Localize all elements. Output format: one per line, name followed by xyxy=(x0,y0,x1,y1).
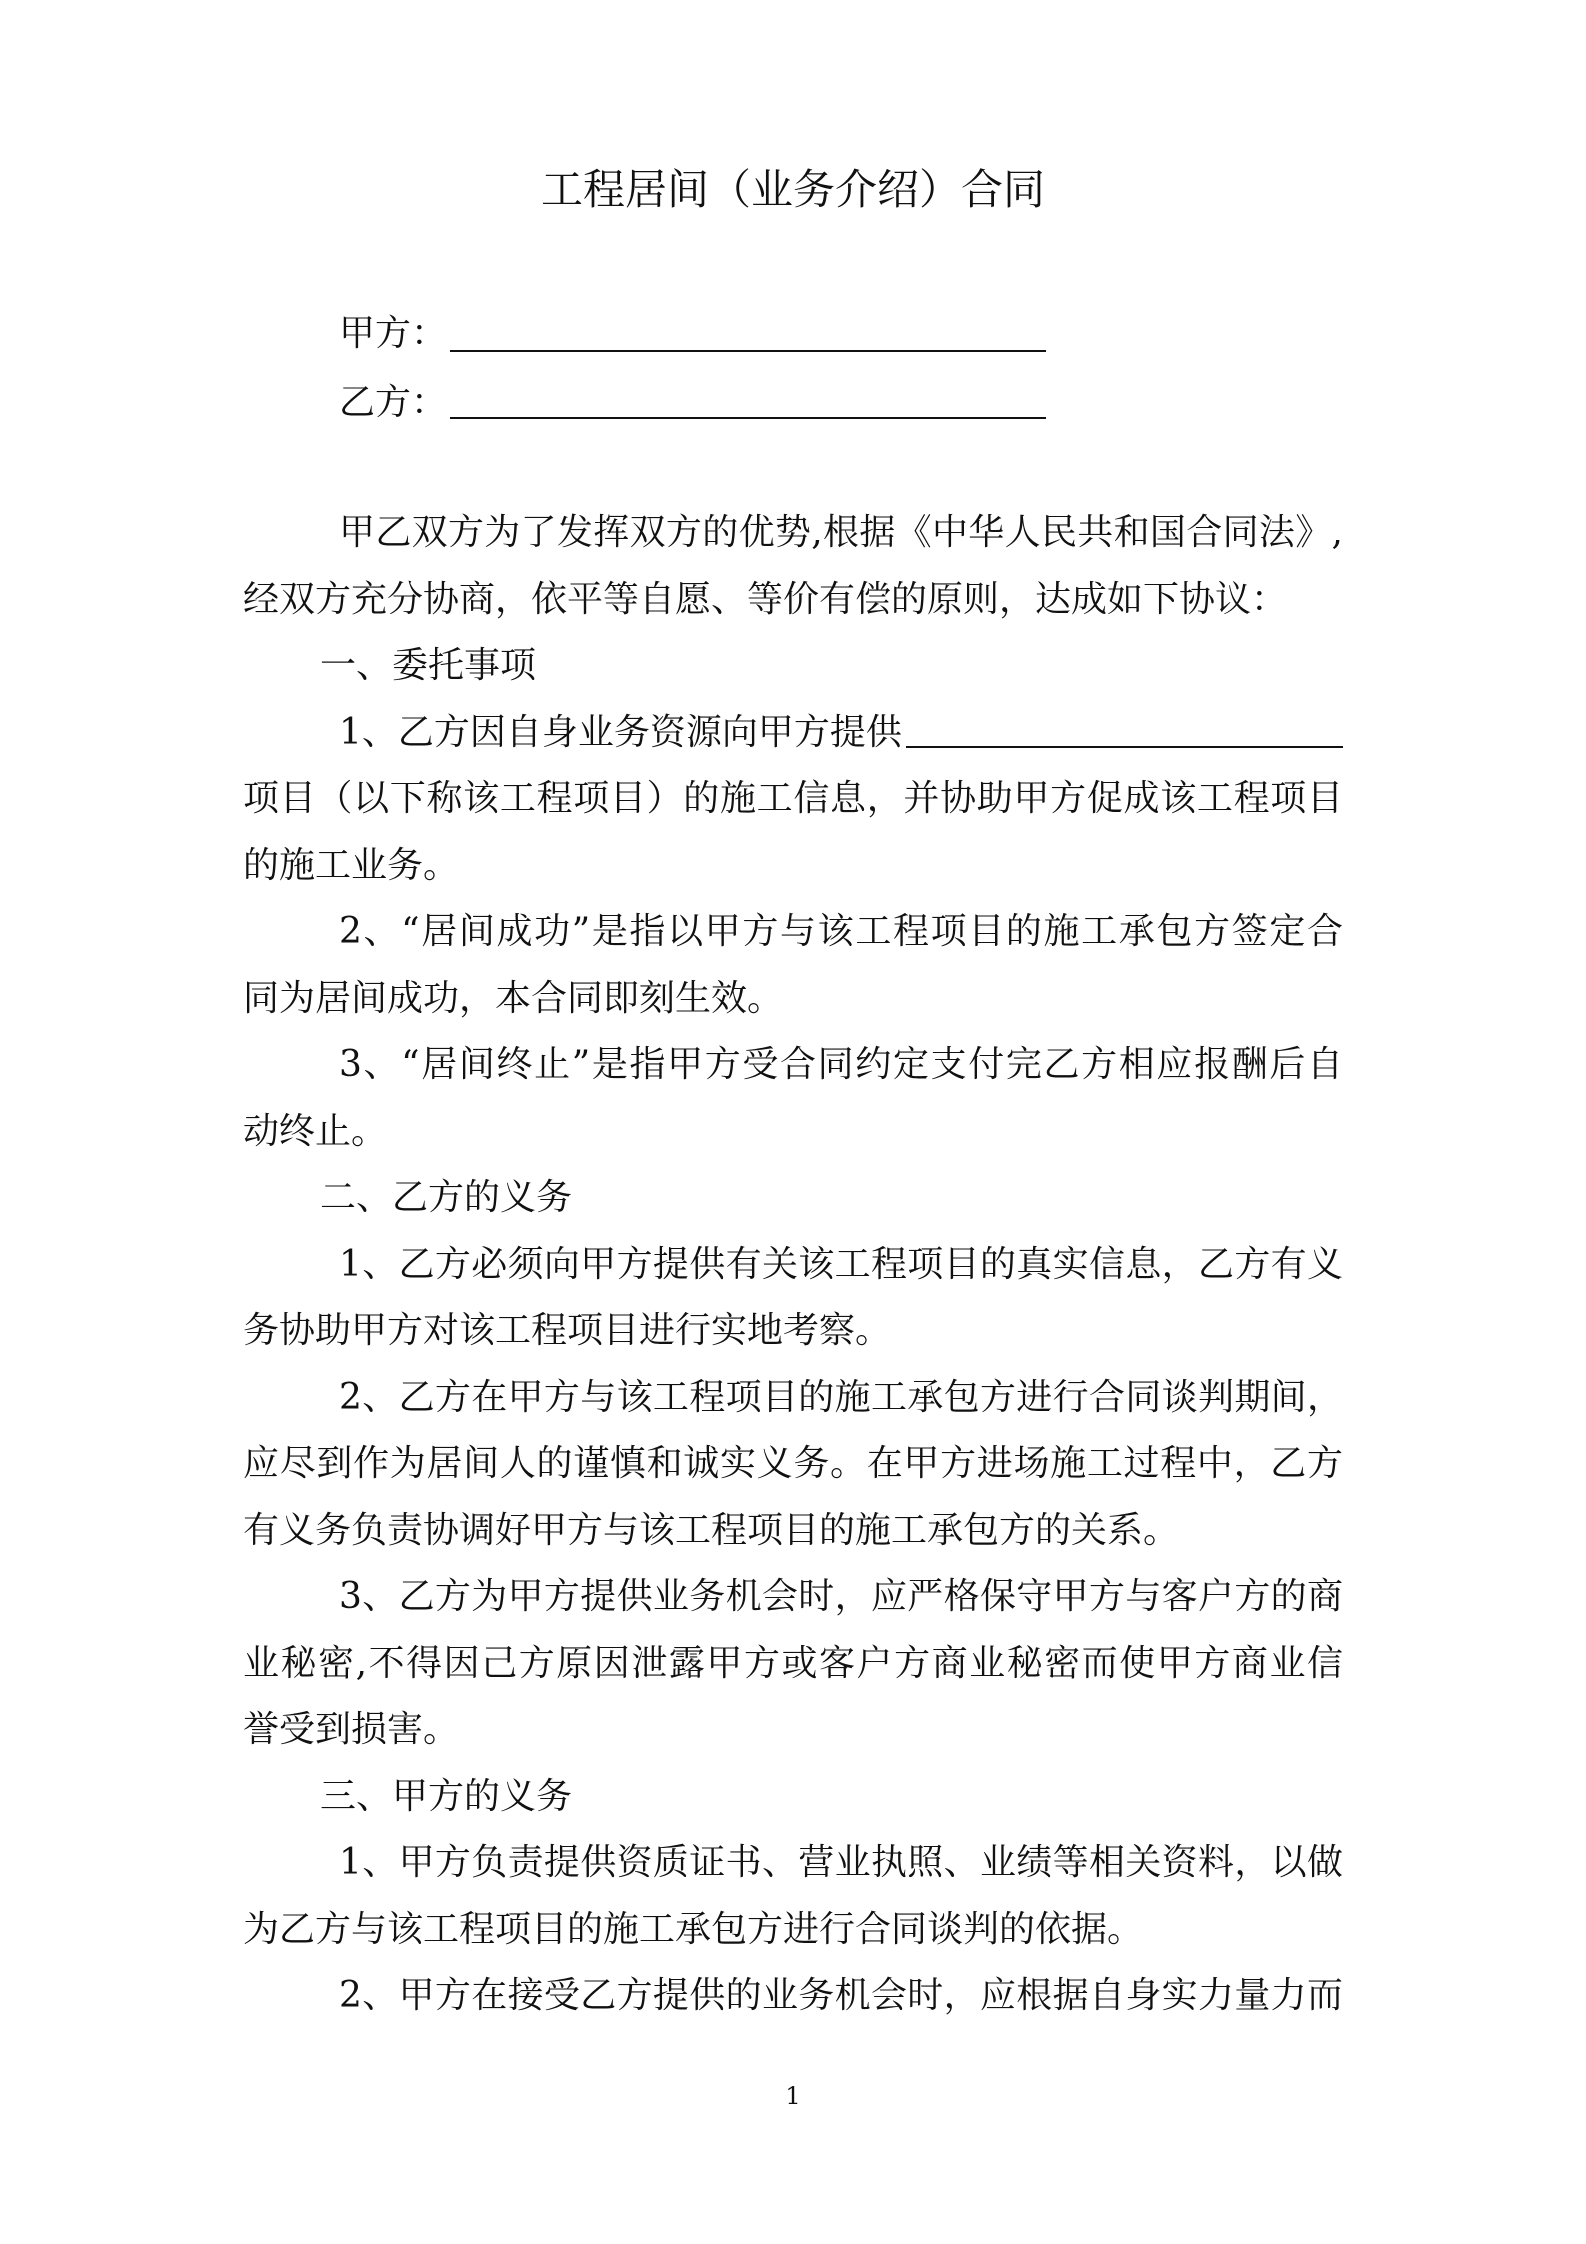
page-number: 1 xyxy=(785,2082,801,2110)
party-a-row xyxy=(0,301,1586,367)
party-b-row xyxy=(0,370,1586,436)
clause-line: 2、“居间成功”是指以甲方与该工程项目的施工承包方签定合 xyxy=(339,911,1343,952)
clause-line: 同为居间成功，本合同即刻生效。 xyxy=(243,977,784,1019)
clause-line: 3、乙方为甲方提供业务机会时，应严格保守甲方与客户方的商 xyxy=(339,1576,1343,1617)
section-heading: 三、甲方的义务 xyxy=(320,1775,573,1817)
clause-line: 应尽到作为居间人的谨慎和诚实义务。在甲方进场施工过程中，乙方 xyxy=(243,1443,1343,1484)
clause-line: 务协助甲方对该工程项目进行实地考察。 xyxy=(243,1310,892,1351)
clause-line: 动终止。 xyxy=(243,1110,388,1152)
clause-line xyxy=(243,700,1343,767)
clause-text: 1、乙方因自身业务资源向甲方提供 xyxy=(339,711,902,753)
clause-line: 有义务负责协调好甲方与该工程项目的施工承包方的关系。 xyxy=(243,1509,1180,1551)
clause-line: 3、“居间终止”是指甲方受合同约定支付完乙方相应报酬后自 xyxy=(339,1044,1343,1085)
clause-line: 1、甲方负责提供资质证书、营业执照、业绩等相关资料，以做 xyxy=(339,1842,1343,1883)
party-b-blank xyxy=(450,417,1046,419)
document-title: 工程居间（业务介绍）合同 xyxy=(540,165,1045,214)
project-name-blank xyxy=(906,746,1343,748)
clause-line: 为乙方与该工程项目的施工承包方进行合同谈判的依据。 xyxy=(243,1908,1144,1950)
clause-line: 的施工业务。 xyxy=(243,844,460,886)
preamble-line: 甲乙双方为了发挥双方的优势,根据《中华人民共和国合同法》, xyxy=(339,512,1343,553)
party-a-label: 甲方： xyxy=(339,313,448,354)
clause-line: 1、乙方必须向甲方提供有关该工程项目的真实信息，乙方有义 xyxy=(339,1243,1343,1285)
party-b-label: 乙方： xyxy=(339,382,448,423)
clause-line: 2、甲方在接受乙方提供的业务机会时，应根据自身实力量力而 xyxy=(339,1975,1343,2016)
contract-body xyxy=(243,500,1343,2030)
clause-line: 项目（以下称该工程项目）的施工信息，并协助甲方促成该工程项目 xyxy=(243,778,1343,819)
section-heading: 一、委托事项 xyxy=(320,645,537,686)
section-heading: 二、乙方的义务 xyxy=(320,1177,573,1218)
clause-line: 业秘密,不得因己方原因泄露甲方或客户方商业秘密而使甲方商业信 xyxy=(243,1642,1343,1684)
party-a-blank xyxy=(450,350,1046,352)
preamble-line: 经双方充分协商，依平等自愿、等价有偿的原则，达成如下协议： xyxy=(243,578,1288,620)
clause-line: 誉受到损害。 xyxy=(243,1709,460,1750)
clause-line: 2、乙方在甲方与该工程项目的施工承包方进行合同谈判期间， xyxy=(339,1376,1343,1418)
